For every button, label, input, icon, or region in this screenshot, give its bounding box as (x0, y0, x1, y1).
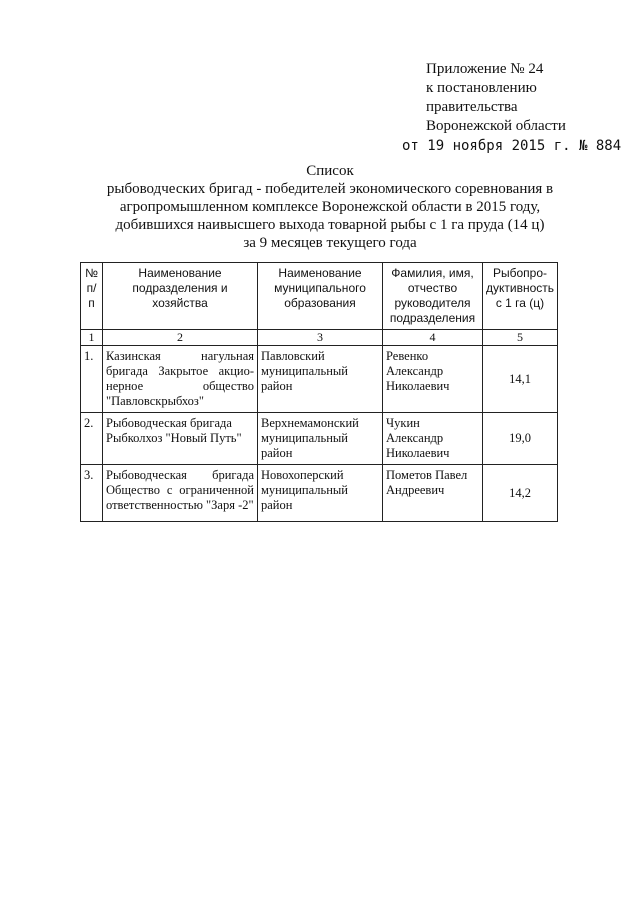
header-cell: Рыбопро-дуктивность с 1 га (ц) (483, 263, 558, 330)
appendix-number: Приложение № 24 (426, 61, 544, 77)
table-header-row (81, 263, 558, 330)
farm-name: Казинская нагульная бригада Закрытое акцио-нерное общество "Павловскрыбхоз" (103, 346, 258, 413)
column-number: 1 (81, 330, 103, 346)
appendix-reference: к постановлению (426, 80, 537, 96)
title-line: рыбоводческих бригад - победителей экономического соревнования в (106, 181, 554, 197)
title-line: агропромышленном комплексе Воронежской области в 2015 году, (119, 199, 541, 215)
column-number-row (81, 330, 558, 346)
document-title (80, 162, 580, 252)
header-cell: № п/п (81, 263, 103, 330)
winners-table (80, 262, 558, 522)
municipality: Павловский муниципальный район (258, 346, 383, 413)
column-number: 4 (383, 330, 483, 346)
head-name: Ревенко Александр Николаевич (383, 346, 483, 413)
column-number: 3 (258, 330, 383, 346)
municipality: Новохоперский муниципальный район (258, 465, 383, 522)
table-row (81, 465, 558, 522)
column-number: 2 (103, 330, 258, 346)
column-number: 5 (483, 330, 558, 346)
header-cell: Наименование муниципального образования (258, 263, 383, 330)
productivity-value: 14,1 (483, 346, 558, 413)
head-name: Пометов Павел Андреевич (383, 465, 483, 522)
row-number: 2. (81, 413, 103, 465)
title-heading: Список (306, 163, 354, 179)
title-line: добившихся наивысшего выхода товарной рыбы с 1 га пруда (14 ц) (115, 217, 545, 233)
appendix-block (426, 60, 626, 136)
row-number: 3. (81, 465, 103, 522)
municipality: Верхнемамонский муниципальный район (258, 413, 383, 465)
table-row (81, 346, 558, 413)
productivity-value: 19,0 (483, 413, 558, 465)
farm-name: Рыбоводческая бригада Рыбколхоз "Новый Путь" (103, 413, 258, 465)
productivity-value: 14,2 (483, 465, 558, 522)
farm-name: Рыбоводческая бригада Общество с ограниченной ответственностью "Заря -2" (103, 465, 258, 522)
resolution-date: от 19 ноября 2015 г. № 884 (402, 138, 622, 154)
appendix-authority: правительства (426, 99, 518, 115)
appendix-region: Воронежской области (426, 118, 566, 134)
table-row (81, 413, 558, 465)
row-number: 1. (81, 346, 103, 413)
title-line: за 9 месяцев текущего года (243, 235, 417, 251)
head-name: Чукин Александр Николаевич (383, 413, 483, 465)
header-cell: Наименование подразделения и хозяйства (103, 263, 258, 330)
header-cell: Фамилия, имя, отчество руководителя подразделения (383, 263, 483, 330)
